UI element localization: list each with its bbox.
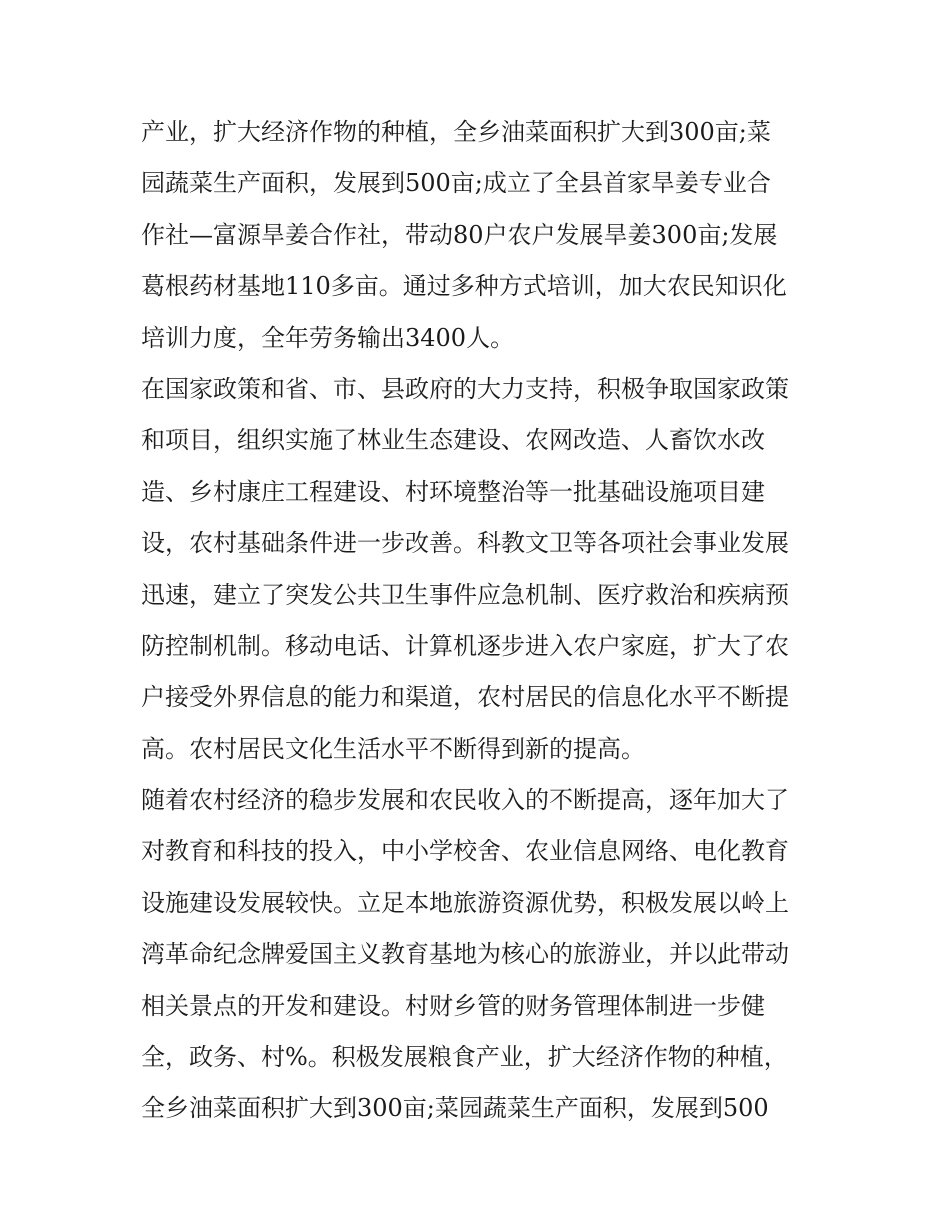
text-line: 设施建设发展较快。立足本地旅游资源优势，积极发展以岭上 — [141, 888, 789, 917]
text-line: 葛根药材基地110多亩。通过多种方式培训，加大农民知识化 — [141, 272, 787, 301]
text-line: 迅速，建立了突发公共卫生事件应急机制、医疗救治和疾病预 — [141, 580, 789, 609]
text-line: 相关景点的开发和建设。村财乡管的财务管理体制进一步健 — [141, 991, 765, 1020]
text-line: 造、乡村康庄工程建设、村环境整治等一批基础设施项目建 — [141, 477, 765, 506]
text-line: 作社—富源旱姜合作社，带动80户农户发展旱姜300亩;发展 — [141, 220, 778, 249]
text-line: 高。农村居民文化生活水平不断得到新的提高。 — [141, 734, 645, 763]
text-line: 对教育和科技的投入，中小学校舍、农业信息网络、电化教育 — [141, 837, 789, 866]
text-line: 园蔬菜生产面积，发展到500亩;成立了全县首家旱姜专业合 — [141, 169, 771, 198]
text-line: 全，政务、村%。积极发展粮食产业，扩大经济作物的种植， — [141, 1043, 788, 1072]
body-text — [141, 107, 821, 1135]
text-line: 防控制机制。移动电话、计算机逐步进入农户家庭，扩大了农 — [141, 631, 789, 660]
text-line: 设，农村基础条件进一步改善。科教文卫等各项社会事业发展 — [141, 529, 789, 558]
text-line: 培训力度，全年劳务输出3400人。 — [141, 323, 515, 352]
text-line: 产业，扩大经济作物的种植，全乡油菜面积扩大到300亩;菜 — [141, 118, 771, 146]
text-line: 全乡油菜面积扩大到300亩;菜园蔬菜生产面积，发展到500 — [141, 1094, 769, 1123]
text-line: 和项目，组织实施了林业生态建设、农网改造、人畜饮水改 — [141, 426, 765, 455]
text-line: 随着农村经济的稳步发展和农民收入的不断提高，逐年加大了 — [141, 786, 789, 815]
text-line: 户接受外界信息的能力和渠道，农村居民的信息化水平不断提 — [141, 683, 789, 712]
text-line: 在国家政策和省、市、县政府的大力支持，积极争取国家政策 — [141, 374, 789, 403]
text-line: 湾革命纪念牌爱国主义教育基地为核心的旅游业，并以此带动 — [141, 940, 789, 969]
